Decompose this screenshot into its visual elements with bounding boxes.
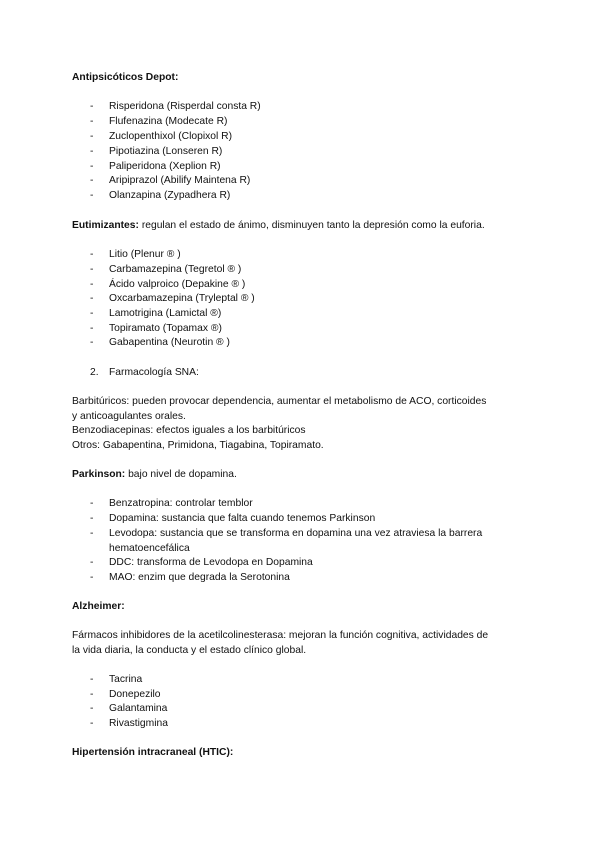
eutimizantes-heading: Eutimizantes: [72,220,139,231]
otros-line: Otros: Gabapentina, Primidona, Tiagabina, Topiramato. [72,440,324,451]
htic-heading: Hipertensión intracraneal (HTIC): [72,747,234,758]
sna-title: Farmacología SNA: [109,367,199,378]
parkinson-heading: Parkinson: [72,469,126,480]
antipsicoticos-heading: Antipsicóticos Depot: [72,72,179,83]
document-page: Antipsicóticos Depot: - Risperidona (Risperdal consta R) - Flufenazina (Modecate R) - Zuclopenthixol (Clopixol R) - Pipotiazina (Lonseren R) - Paliperidona (Xeplion R) - Aripiprazol (Abilify Maintena R) - Olanzapina (Zypadhera R) Eutimizantes: regulan el estado de ánimo, disminuyen tanto la depresión como la euforia. - Litio (Plenur ® ) - Carbamazepina (Tegretol ® ) - Ácido valproico (Depakine ® ) - Oxcarbamazepina (Tryleptal ® ) - Lamotrigina (Lamictal ®) - Topiramato (Topamax ®) - Gabapentina (Neurotin ® ) 2. Farmacología SNA: Barbitúricos: pueden provocar dependencia, aumentar el metabolismo de ACO, corticoides y anticoagulantes orales. Benzodiacepinas: efectos iguales a los barbitúricos Otros: Gabapentina, Primidona, Tiagabina, Topiramato. Parkinson: bajo nivel de dopamina. - Benzatropina: controlar temblor - Dopamina: sustancia que falta cuando tenemos Parkinson - Levodopa: sustancia que se transforma en dopamina una vez atraviesa la barrera hematoencefálica - DDC: transforma de Levodopa en Dopamina - MAO: enzim que degrada la Serotonina Alzheimer: Fármacos inhibidores de la acetilcolinesterasa: mejoran la función cognitiva, actividades de la vida diaria, la conducta y el estado clínico global. - Tacrina - Donepezilo - Galantamina - Rivastigmina Hipertensión intracraneal (HTIC): [0,0,600,848]
alzheimer-description-line-2: la vida diaria, la conducta y el estado clínico global. [72,645,307,656]
benzodiacepinas-line: Benzodiacepinas: efectos iguales a los barbitúricos [72,425,306,436]
barbituricos-line-2: y anticoagulantes orales. [72,411,186,422]
parkinson-description: bajo nivel de dopamina. [125,469,237,480]
eutimizantes-description: regulan el estado de ánimo, disminuyen tanto la depresión como la euforia. [138,220,485,231]
barbituricos-line-1: Barbitúricos: pueden provocar dependencia, aumentar el metabolismo de ACO, corticoides [72,396,487,407]
eutimizantes-paragraph [72,219,485,233]
alzheimer-heading: Alzheimer: [72,601,125,612]
alzheimer-description-line-1: Fármacos inhibidores de la acetilcolinesterasa: mejoran la función cognitiva, actividades de [72,630,489,641]
parkinson-paragraph [72,468,237,482]
